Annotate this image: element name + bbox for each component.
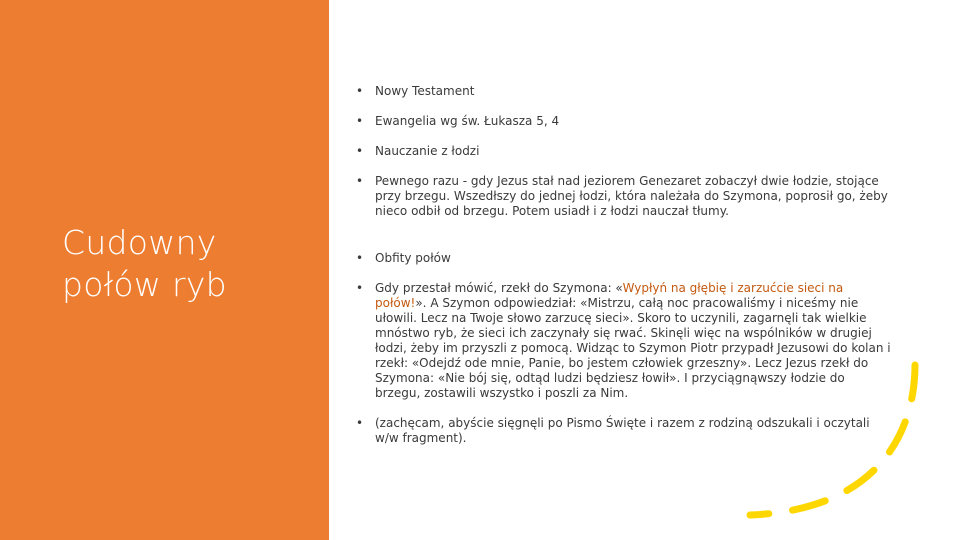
bullet-item xyxy=(356,84,892,99)
bullet-item xyxy=(356,144,892,159)
bullet-text: Nowy Testament xyxy=(375,84,475,98)
bullet-icon: • xyxy=(356,144,364,158)
bullet-item xyxy=(356,174,892,219)
bullet-icon: • xyxy=(356,84,364,98)
bullet-text: (zachęcam, abyście sięgnęli po Pismo Święte i razem z rodziną odszukali i oczytali w/w fragment). xyxy=(375,416,870,445)
bullet-text: Nauczanie z łodzi xyxy=(375,144,480,158)
bullet-item xyxy=(356,114,892,129)
title-panel xyxy=(0,0,329,540)
decorative-dashed-arc xyxy=(730,350,960,540)
bullet-icon: • xyxy=(356,174,364,188)
bullet-text: Ewangelia wg św. Łukasza 5, 4 xyxy=(375,114,560,128)
bullet-icon: • xyxy=(356,251,364,265)
bullet-item xyxy=(356,251,892,266)
bullet-icon: • xyxy=(356,281,364,295)
quote-rest: ». A Szymon odpowiedział: «Mistrzu, całą noc pracowaliśmy i niceśmy nie ułowili. Lecz na Twoje słowo zarzucę sieci». Skoro to uczynili, zagarnęli tak wielkie mnóstwo ryb, że sieci ich zaczynały się rwać. Skinęli więc na wspólników w drugiej łodzi, żeby im przyszli z pomocą. Widząc to Szymon Piotr przypadł Jezusowi do kolan i rzekł: «Odejdź ode mnie, Panie, bo jestem człowiek grzeszny». Lecz Jezus rzekł do Szymona: «Nie bój się, odtąd ludzi będziesz łowił». I przyciągnąwszy łodzie do brzegu, zostawili wszystko i poszli za Nim. xyxy=(375,296,891,400)
quote-intro: Gdy przestał mówić, rzekł do Szymona: « xyxy=(375,281,623,295)
slide-title: Cudowny połów ryb xyxy=(62,223,227,304)
bullet-text: Obfity połów xyxy=(375,251,451,265)
bullet-icon: • xyxy=(356,416,364,430)
highlighted-quote: Wypłyń na głębię i zarzućcie sieci na połów! xyxy=(375,281,844,310)
bullet-icon: • xyxy=(356,114,364,128)
bullet-text: Pewnego razu - gdy Jezus stał nad jeziorem Genezaret zobaczył dwie łodzie, stojące przy brzegu. Wszedłszy do jednej łodzi, która należała do Szymona, poprosił go, żeby nieco odbił od brzegu. Potem usiadł i z łodzi nauczał tłumy. xyxy=(375,174,888,218)
